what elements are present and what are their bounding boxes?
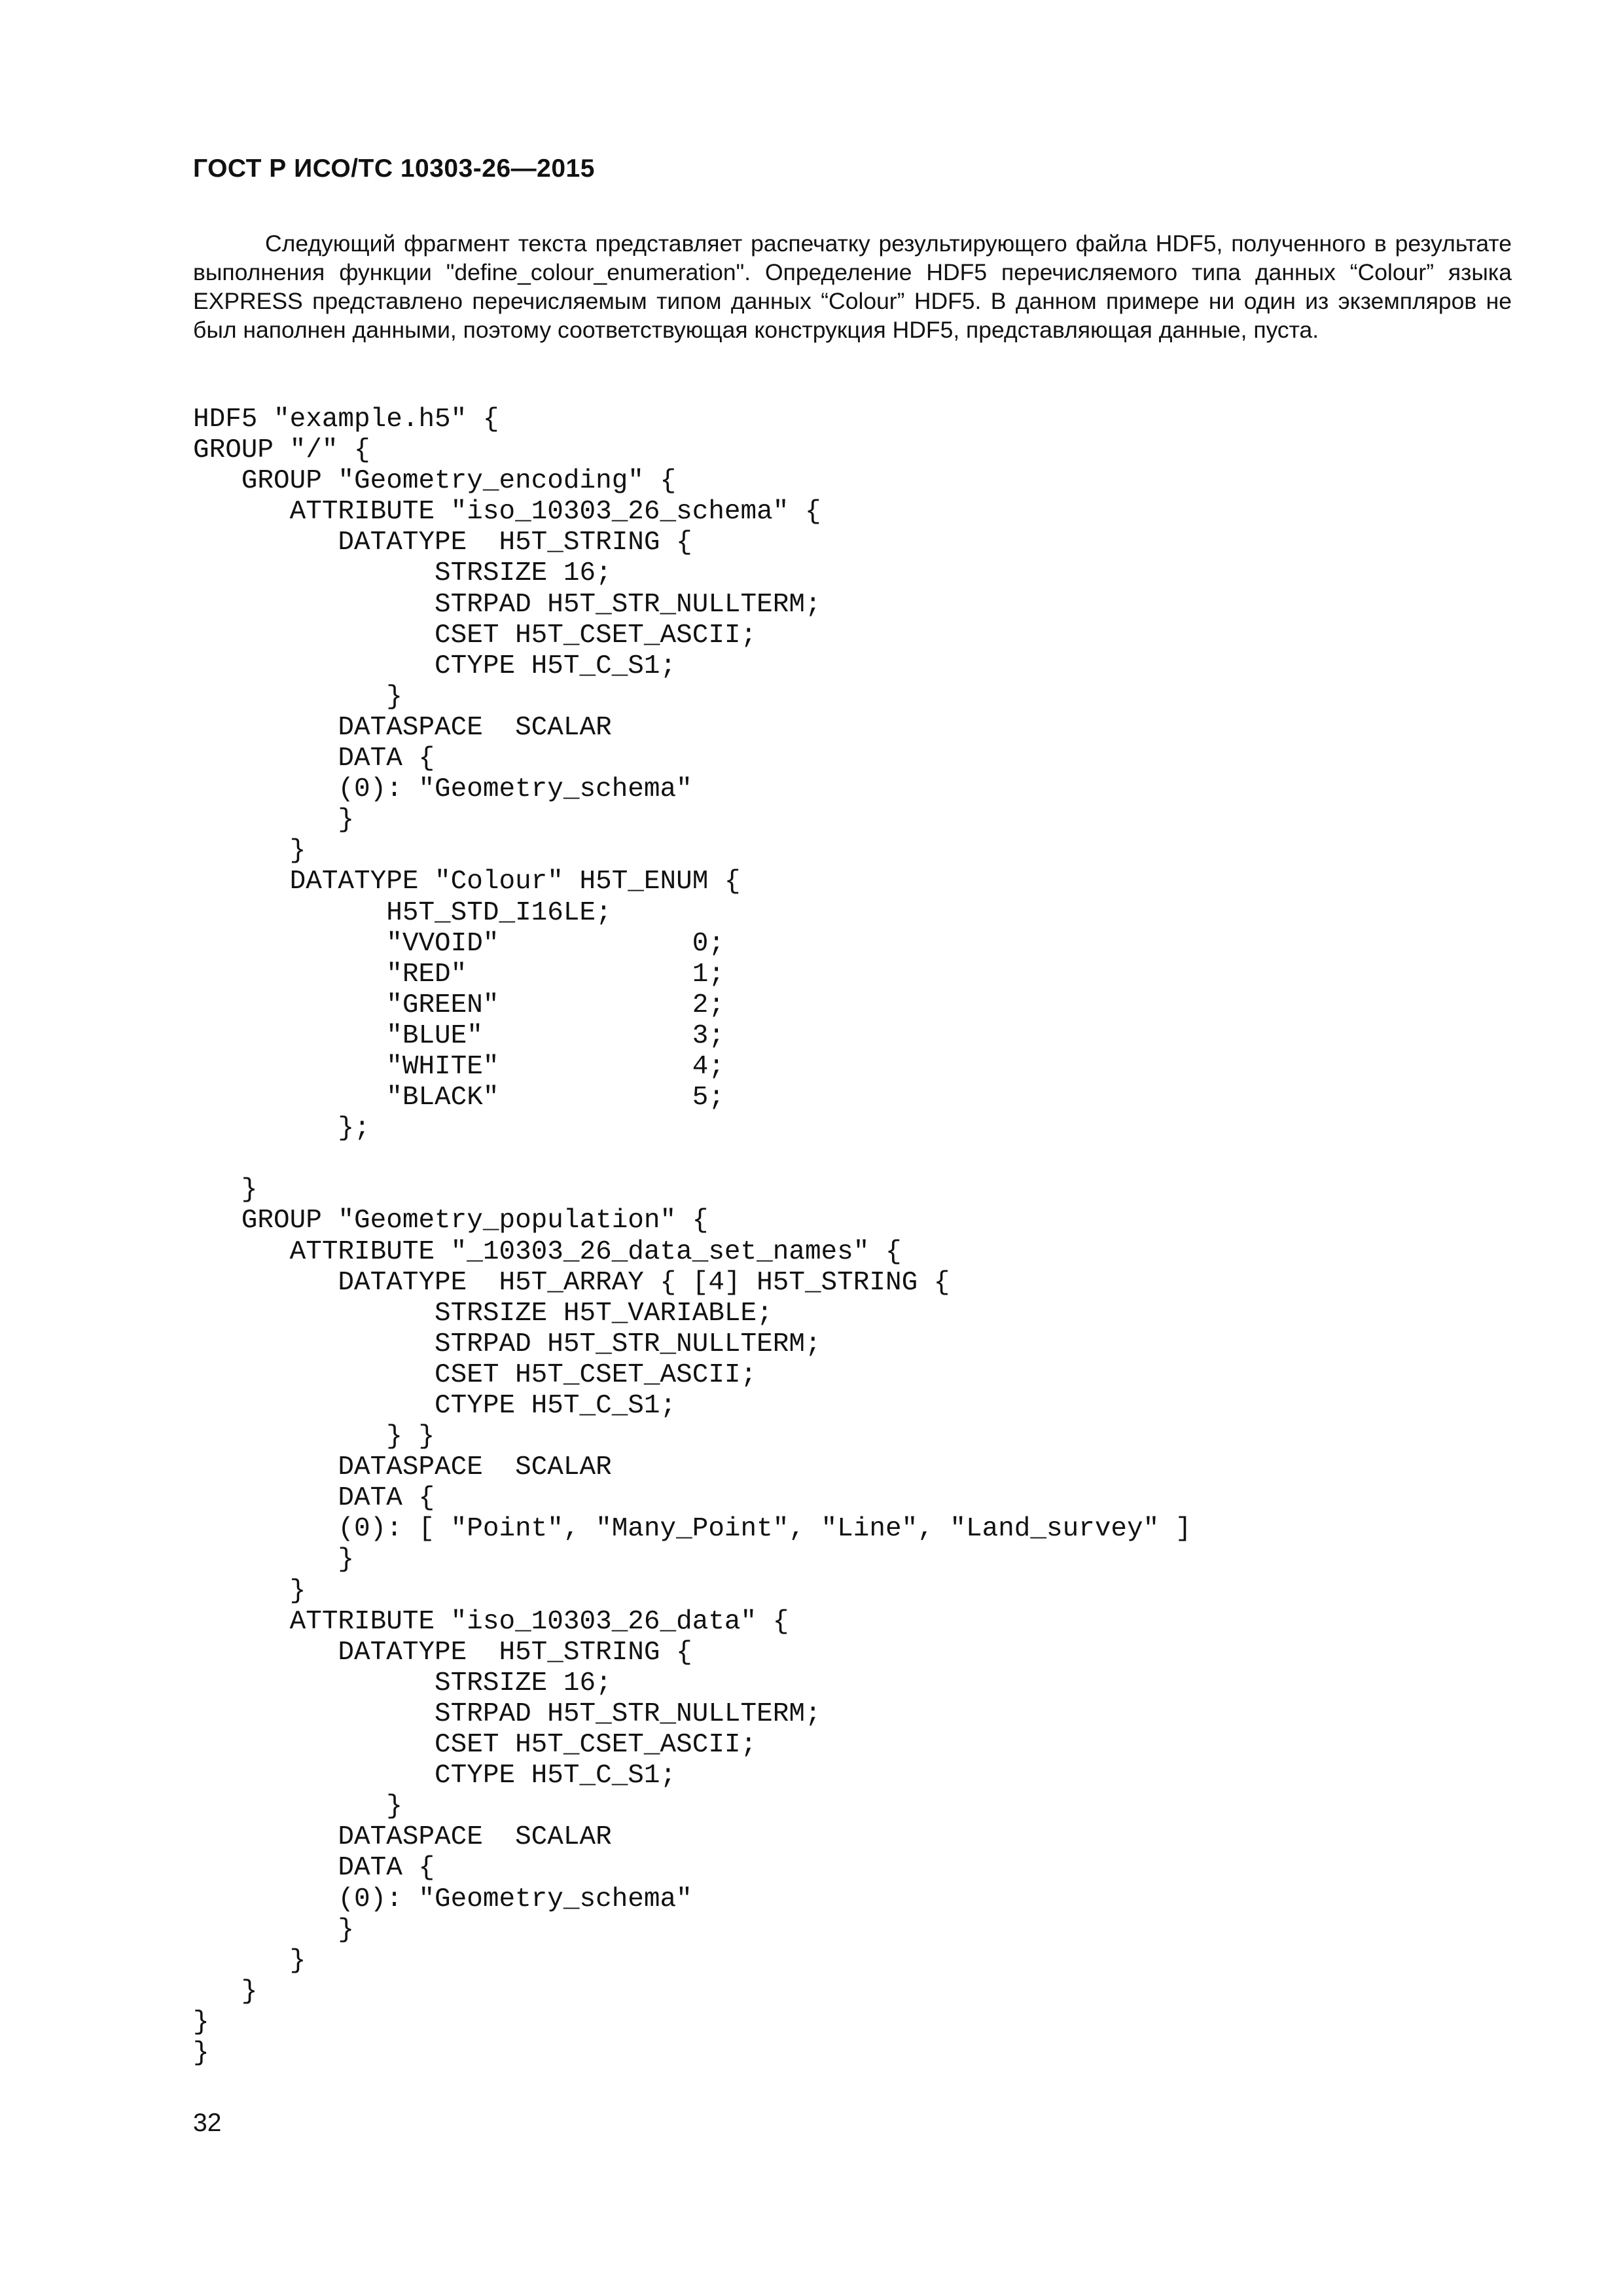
- code-line: CTYPE H5T_C_S1;: [193, 1761, 677, 1791]
- code-line: STRPAD H5T_STR_NULLTERM;: [193, 589, 821, 620]
- code-line: GROUP "Geometry_population" {: [193, 1206, 709, 1236]
- code-line: }: [193, 1914, 355, 1945]
- intro-paragraph: Следующий фрагмент текста представляет распечатку результирующего файла HDF5, полученного в результате выполнения функции "define_colour_enumeration". Определение HDF5 перечисляемого типа данных “Colour” языка EXPRESS представлено перечисляемым типом данных “Colour” HDF5. В данном примере ни один из экземпляров не был наполнен данными, поэтому соответствующая конструкция HDF5, представляющая данные, пуста.: [193, 230, 1512, 343]
- code-line: STRSIZE H5T_VARIABLE;: [193, 1298, 773, 1329]
- code-line: "GREEN" 2;: [193, 990, 724, 1020]
- code-line: "RED" 1;: [193, 959, 724, 990]
- code-line: }: [193, 681, 402, 712]
- code-line: ATTRIBUTE "iso_10303_26_data" {: [193, 1606, 789, 1637]
- code-line: STRPAD H5T_STR_NULLTERM;: [193, 1698, 821, 1729]
- code-line: GROUP "/" {: [193, 435, 370, 466]
- code-line: "VVOID" 0;: [193, 928, 724, 959]
- code-line: "BLUE" 3;: [193, 1020, 724, 1051]
- code-line: };: [193, 1113, 370, 1144]
- code-line: "WHITE" 4;: [193, 1051, 724, 1082]
- code-line: DATA {: [193, 1853, 435, 1884]
- code-line: CSET H5T_CSET_ASCII;: [193, 620, 757, 651]
- code-line: } }: [193, 1422, 435, 1452]
- standard-header: ГОСТ Р ИСО/ТС 10303-26—2015: [193, 154, 595, 183]
- code-line: (0): [ "Point", "Many_Point", "Line", "Land_survey" ]: [193, 1514, 1192, 1545]
- code-line: ATTRIBUTE "iso_10303_26_schema" {: [193, 497, 821, 528]
- code-line: ATTRIBUTE "_10303_26_data_set_names" {: [193, 1236, 902, 1267]
- code-line: CTYPE H5T_C_S1;: [193, 651, 677, 681]
- code-line: DATATYPE H5T_STRING {: [193, 528, 692, 558]
- code-line: }: [193, 1976, 258, 2007]
- code-line: (0): "Geometry_schema": [193, 774, 692, 805]
- code-line: CTYPE H5T_C_S1;: [193, 1391, 677, 1421]
- code-line: }: [193, 1545, 355, 1575]
- code-line: "BLACK" 5;: [193, 1083, 724, 1113]
- code-line: DATATYPE H5T_ARRAY { [4] H5T_STRING {: [193, 1267, 950, 1298]
- code-line: }: [193, 1945, 306, 1976]
- code-line: DATASPACE SCALAR: [193, 1822, 612, 1853]
- code-line: }: [193, 2007, 209, 2037]
- code-line: STRSIZE 16;: [193, 1668, 612, 1698]
- code-line: }: [193, 1175, 258, 1206]
- code-line: HDF5 "example.h5" {: [193, 404, 499, 435]
- code-line: }: [193, 836, 306, 867]
- code-line: DATA {: [193, 744, 435, 774]
- code-line: H5T_STD_I16LE;: [193, 897, 612, 928]
- code-line: STRSIZE 16;: [193, 558, 612, 589]
- page-number: 32: [193, 2109, 222, 2137]
- code-line: [193, 1144, 1191, 1175]
- code-line: DATATYPE H5T_STRING {: [193, 1637, 692, 1668]
- code-line: CSET H5T_CSET_ASCII;: [193, 1359, 757, 1390]
- code-line: DATA {: [193, 1483, 435, 1514]
- code-line: CSET H5T_CSET_ASCII;: [193, 1730, 757, 1761]
- code-line: DATASPACE SCALAR: [193, 1452, 612, 1483]
- code-line: }: [193, 805, 355, 836]
- hdf5-listing: [193, 404, 1191, 2069]
- code-line: DATASPACE SCALAR: [193, 712, 612, 743]
- code-line: GROUP "Geometry_encoding" {: [193, 466, 677, 497]
- code-line: }: [193, 1575, 306, 1606]
- code-line: }: [193, 2037, 209, 2068]
- code-line: DATATYPE "Colour" H5T_ENUM {: [193, 867, 741, 897]
- code-line: }: [193, 1791, 402, 1822]
- code-line: STRPAD H5T_STR_NULLTERM;: [193, 1329, 821, 1359]
- code-line: (0): "Geometry_schema": [193, 1884, 692, 1914]
